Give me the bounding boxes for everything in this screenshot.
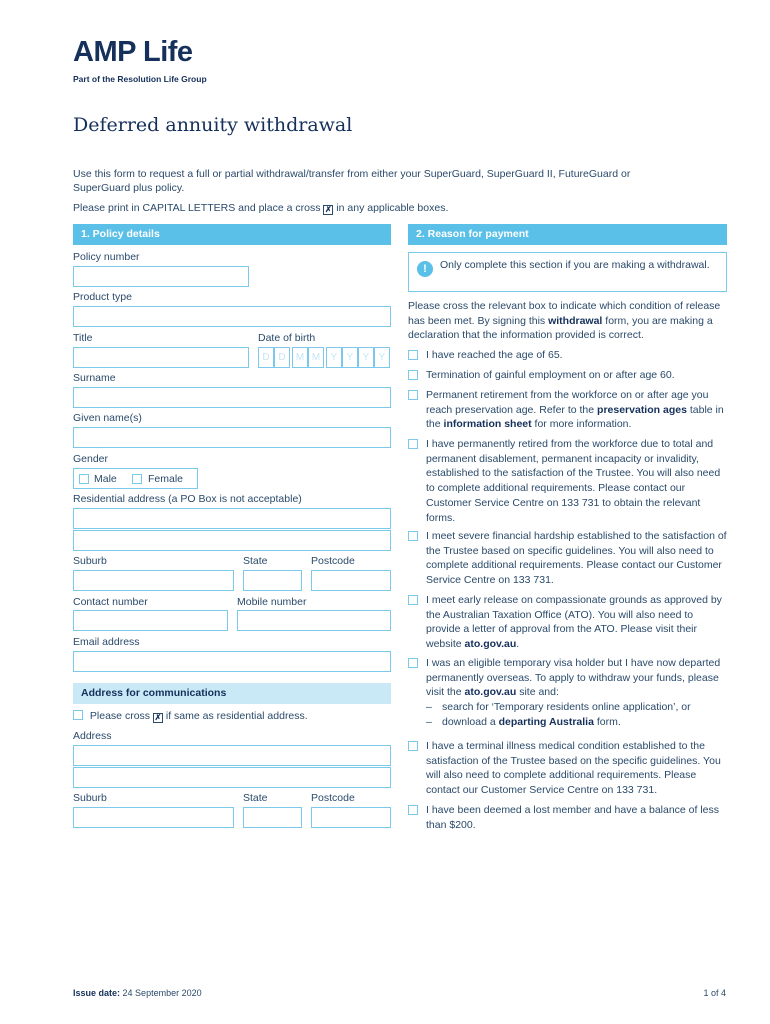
policy-number-field[interactable] [73,266,249,287]
step-download [426,715,728,730]
cross-example-icon: ✗ [325,205,332,214]
contact-number-label: Contact number [73,596,148,608]
dob-day-2[interactable]: D [274,347,290,368]
temporary-visa-checkbox[interactable] [408,658,418,668]
same-address-checkbox[interactable] [73,710,83,720]
residential-address-label: Residential address (a PO Box is not acceptable) [73,493,302,505]
comms-address-line1[interactable] [73,745,391,766]
product-type-label: Product type [73,291,132,303]
dob-day-1[interactable]: D [258,347,274,368]
suburb-label-2: Suburb [73,792,107,804]
departing-australia-link[interactable]: departing Australia [498,715,594,728]
preservation-ages-link[interactable]: preservation ages [597,403,687,416]
reason-option-lost-member [408,803,728,832]
disablement-text: I have permanently retired from the workforce due to total and permanent disablement, permanent incapacity or invalidity, established to the satisfaction of the Trustee. You will also need to complete additional requirements. Please contact our Customer Service Centre on 133 731 to obtain the relevant forms. [426,438,721,524]
reason-option-termination [408,368,728,383]
postcode-label: Postcode [311,555,355,567]
terminal-illness-checkbox[interactable] [408,741,418,751]
retirement-checkbox[interactable] [408,390,418,400]
temporary-visa-steps [426,700,728,729]
same-address-text-before: Please cross [89,710,151,722]
reason-option-terminal-illness [408,739,728,798]
instructions-before: Please print in CAPITAL LETTERS and place a cross [73,202,321,214]
age-65-text: I have reached the age of 65. [426,349,563,361]
suburb-label: Suburb [73,555,107,567]
retirement-text-c: table in the [426,403,724,431]
residential-address-line2[interactable] [73,530,391,551]
surname-label: Surname [73,372,116,384]
reason-intro [408,299,728,343]
dob-year-3[interactable]: Y [358,347,374,368]
dob-month-2[interactable]: M [308,347,324,368]
logo-tagline: Part of the Resolution Life Group [73,74,207,84]
withdrawal-info-box [408,252,727,292]
intro-instructions [73,201,683,215]
title-field[interactable] [73,347,249,368]
female-label: Female [148,473,184,485]
state-field-2[interactable] [243,807,302,828]
step-search: – search for ‘Temporary residents online application’, or [426,700,728,715]
reason-option-temporary-visa [408,656,728,730]
gender-label: Gender [73,453,109,465]
dob-year-2[interactable]: Y [342,347,358,368]
temporary-visa-text [426,656,728,700]
termination-text: Termination of gainful employment on or after age 60. [426,369,675,381]
page-number: 1 of 4 [703,988,726,998]
temporary-visa-text-c: site and: [519,686,559,699]
male-checkbox[interactable] [79,474,89,484]
reason-option-hardship [408,529,728,588]
suburb-field-2[interactable] [73,807,234,828]
temporary-visa-text-a: I was an eligible temporary visa holder but I have now departed permanently overseas. To apply to withdraw your funds, please visit the [426,657,721,699]
state-field[interactable] [243,570,302,591]
info-icon: ! [417,261,433,277]
lost-member-text: I have been deemed a lost member and have a balance of less than $200. [426,804,720,831]
given-names-field[interactable] [73,427,391,448]
postcode-label-2: Postcode [311,792,355,804]
mobile-number-label: Mobile number [237,596,307,608]
hardship-text: I meet severe financial hardship established to the satisfaction of the Trustee based on specific guidelines. You will also need to complete additional requirements. Please contact our Customer Service Centre on 133 731. [426,530,727,587]
dob-month-1[interactable]: M [292,347,308,368]
surname-field[interactable] [73,387,391,408]
male-label: Male [94,473,117,485]
postcode-field[interactable] [311,570,391,591]
gender-field [73,468,198,489]
instructions-after: in any applicable boxes. [336,202,449,214]
terminal-illness-text: I have a terminal illness medical condition established to the satisfaction of the Trustee based on the specific guidelines. You will also need to complete additional requirements. Please contact our Customer Service Centre on 133 731. [426,740,721,797]
intro-text: Use this form to request a full or partial withdrawal/transfer from either your SuperGuard, SuperGuard II, FutureGuard or SuperGuard plus policy. [73,168,631,194]
info-text: Only complete this section if you are making a withdrawal. [440,259,710,271]
mobile-number-field[interactable] [237,610,391,631]
hardship-checkbox[interactable] [408,531,418,541]
lost-member-checkbox[interactable] [408,805,418,815]
compassionate-text [426,593,728,652]
dob-label: Date of birth [258,332,316,344]
step-download-a: download a [442,715,496,728]
section2-heading: 2. Reason for payment [408,224,727,245]
email-address-field[interactable] [73,651,391,672]
issue-date [73,988,202,998]
product-type-field[interactable] [73,306,391,327]
same-address-text-after: if same as residential address. [165,710,308,722]
postcode-field-2[interactable] [311,807,391,828]
female-checkbox[interactable] [132,474,142,484]
residential-address-line1[interactable] [73,508,391,529]
form-title: Deferred annuity withdrawal [73,114,353,136]
age-65-checkbox[interactable] [408,350,418,360]
ato-link-1[interactable]: ato.gov.au [464,638,517,651]
compassionate-text-a: I meet early release on compassionate grounds as approved by the Australian Taxation Office (ATO). You will also need to provide a letter of approval from the ATO. Please visit their website [426,594,722,651]
policy-number-label: Policy number [73,251,140,263]
information-sheet-link[interactable]: information sheet [443,418,532,431]
issue-date-label: Issue date: [73,988,121,998]
disablement-checkbox[interactable] [408,439,418,449]
step-download-c: form. [596,715,621,728]
reason-option-retirement [408,388,728,432]
state-label: State [243,555,268,567]
address-label: Address [73,730,112,742]
cross-example-icon-2: ✗ [154,713,162,722]
email-address-label: Email address [73,636,140,648]
compassionate-text-c: . [516,638,520,651]
reason-option-compassionate [408,593,728,652]
dob-year-4[interactable]: Y [374,347,390,368]
retirement-text-a: Permanent retirement from the workforce on or after age you reach preservation age. Refer to the [426,389,709,416]
reason-option-age-65 [408,348,728,363]
retirement-text [426,388,728,432]
given-names-label: Given name(s) [73,412,142,424]
dob-field[interactable] [258,347,391,368]
same-address-row [73,710,308,723]
reason-option-disablement [408,437,728,525]
state-label-2: State [243,792,268,804]
retirement-text-e: for more information. [534,418,632,431]
title-label: Title [73,332,93,344]
comms-address-line2[interactable] [73,767,391,788]
ato-link-2[interactable]: ato.gov.au [464,686,517,699]
suburb-field[interactable] [73,570,234,591]
section1-heading: 1. Policy details [73,224,391,245]
contact-number-field[interactable] [73,610,228,631]
reason-intro-before: Please cross the relevant box to indicate which condition of release has been met. By signing this [408,300,721,327]
issue-date-value: 24 September 2020 [122,988,202,998]
reason-intro-after: form, you are making a declaration that the information provided is correct. [408,314,713,342]
termination-checkbox[interactable] [408,370,418,380]
compassionate-checkbox[interactable] [408,595,418,605]
comms-address-heading: Address for communications [73,683,391,704]
dob-year-1[interactable]: Y [326,347,342,368]
reason-intro-bold: withdrawal [548,314,603,327]
amp-life-logo: AMP Life [73,36,193,68]
